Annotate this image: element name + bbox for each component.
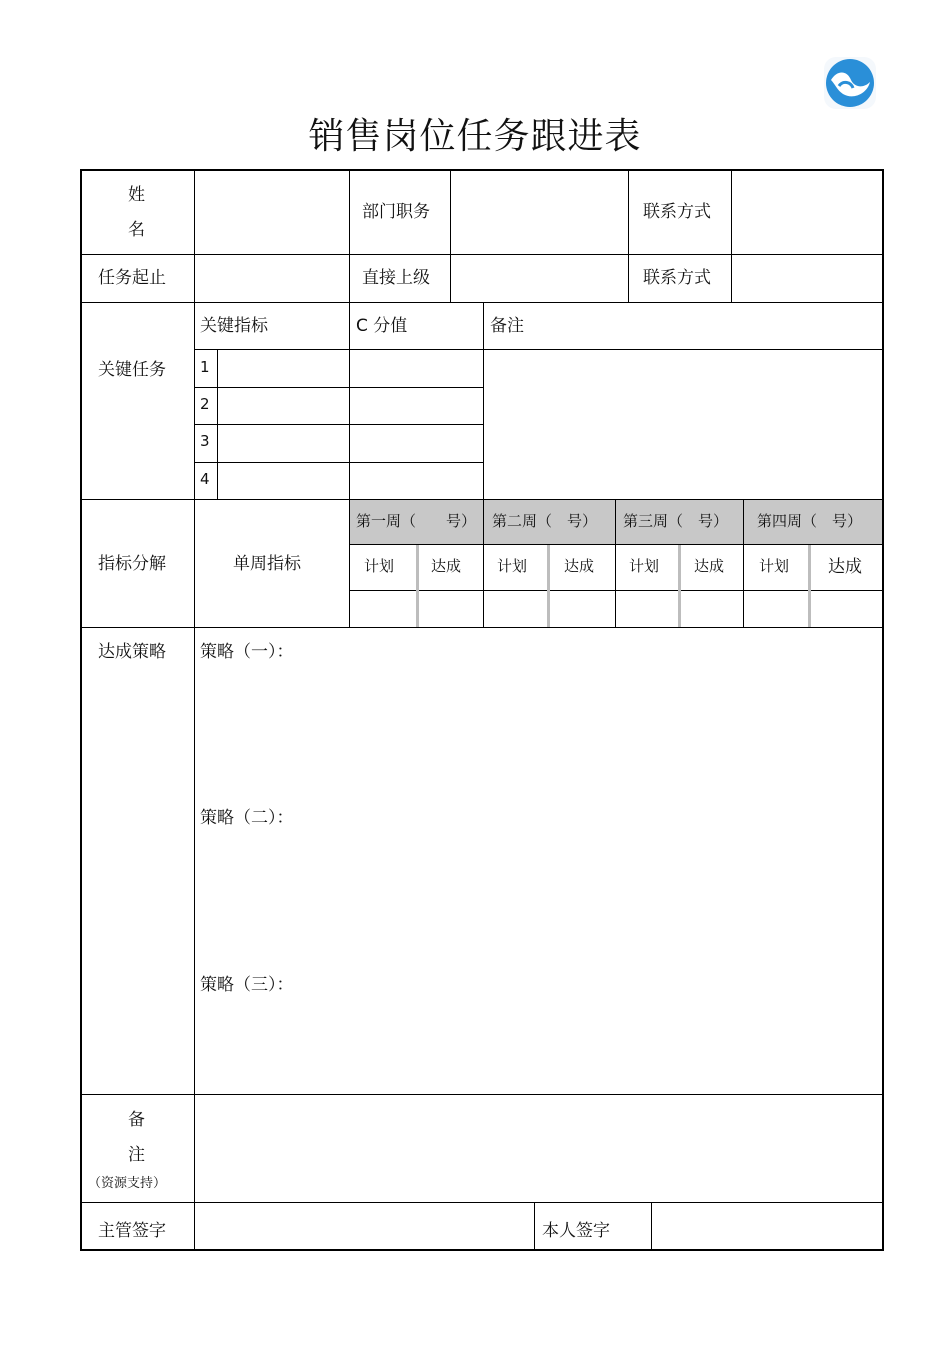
- remarks-label-top: 备: [128, 1110, 145, 1130]
- remarks-label-bottom: 注: [128, 1145, 145, 1165]
- name-field[interactable]: [195, 171, 349, 254]
- task-row-number: 2: [200, 395, 210, 413]
- contact-field-2[interactable]: [732, 255, 884, 302]
- self-signature-field[interactable]: [652, 1203, 884, 1251]
- task-row-number: 4: [200, 470, 210, 488]
- self-signature-label: 本人签字: [542, 1221, 610, 1241]
- task-row-number: 3: [200, 432, 210, 450]
- supervisor-signature-label: 主管签字: [98, 1221, 166, 1241]
- done-label: 达成: [431, 557, 462, 575]
- done-label: 达成: [694, 557, 725, 575]
- company-logo: [823, 56, 877, 110]
- plan-label: 计划: [759, 557, 790, 575]
- score-header: C 分值: [356, 316, 408, 336]
- strategy-1: 策略（一）：: [200, 642, 294, 662]
- strategy-2: 策略（二）：: [200, 808, 294, 828]
- done-label: 达成: [828, 557, 862, 577]
- name-label-top: 姓: [128, 185, 145, 205]
- plan-label: 计划: [364, 557, 395, 575]
- task-form: [80, 169, 884, 1251]
- contact-label-1: 联系方式: [643, 202, 711, 222]
- note-header: 备注: [490, 316, 524, 336]
- key-tasks-label: 关键任务: [98, 360, 166, 380]
- supervisor-field[interactable]: [451, 255, 628, 302]
- task-row-number: 1: [200, 358, 210, 376]
- week-2-header: 第二周（ 号）: [492, 512, 598, 530]
- strategy-label: 达成策略: [98, 642, 166, 662]
- week-3-header: 第三周（ 号）: [623, 512, 729, 530]
- task-note-field[interactable]: [484, 350, 884, 499]
- contact-field-1[interactable]: [732, 171, 884, 254]
- key-indicator-header: 关键指标: [200, 316, 268, 336]
- breakdown-label: 指标分解: [98, 554, 166, 574]
- dept-field[interactable]: [451, 171, 628, 254]
- done-label: 达成: [564, 557, 595, 575]
- remarks-field[interactable]: [195, 1095, 884, 1202]
- supervisor-signature-field[interactable]: [195, 1203, 534, 1251]
- dept-label: 部门职务: [362, 202, 430, 222]
- weekly-indicator-label: 单周指标: [233, 554, 301, 574]
- period-label: 任务起止: [98, 268, 166, 288]
- plan-label: 计划: [497, 557, 528, 575]
- plan-label: 计划: [629, 557, 660, 575]
- remarks-sublabel: （资源支持）: [88, 1176, 167, 1191]
- week-4-header: 第四周（ 号）: [757, 512, 863, 530]
- name-label-bottom: 名: [128, 220, 145, 240]
- page-title: 销售岗位任务跟进表: [308, 116, 642, 157]
- period-field[interactable]: [195, 255, 349, 302]
- supervisor-label: 直接上级: [362, 268, 430, 288]
- week-1-header: 第一周（ 号）: [356, 512, 477, 530]
- contact-label-2: 联系方式: [643, 268, 711, 288]
- strategy-3: 策略（三）：: [200, 975, 294, 995]
